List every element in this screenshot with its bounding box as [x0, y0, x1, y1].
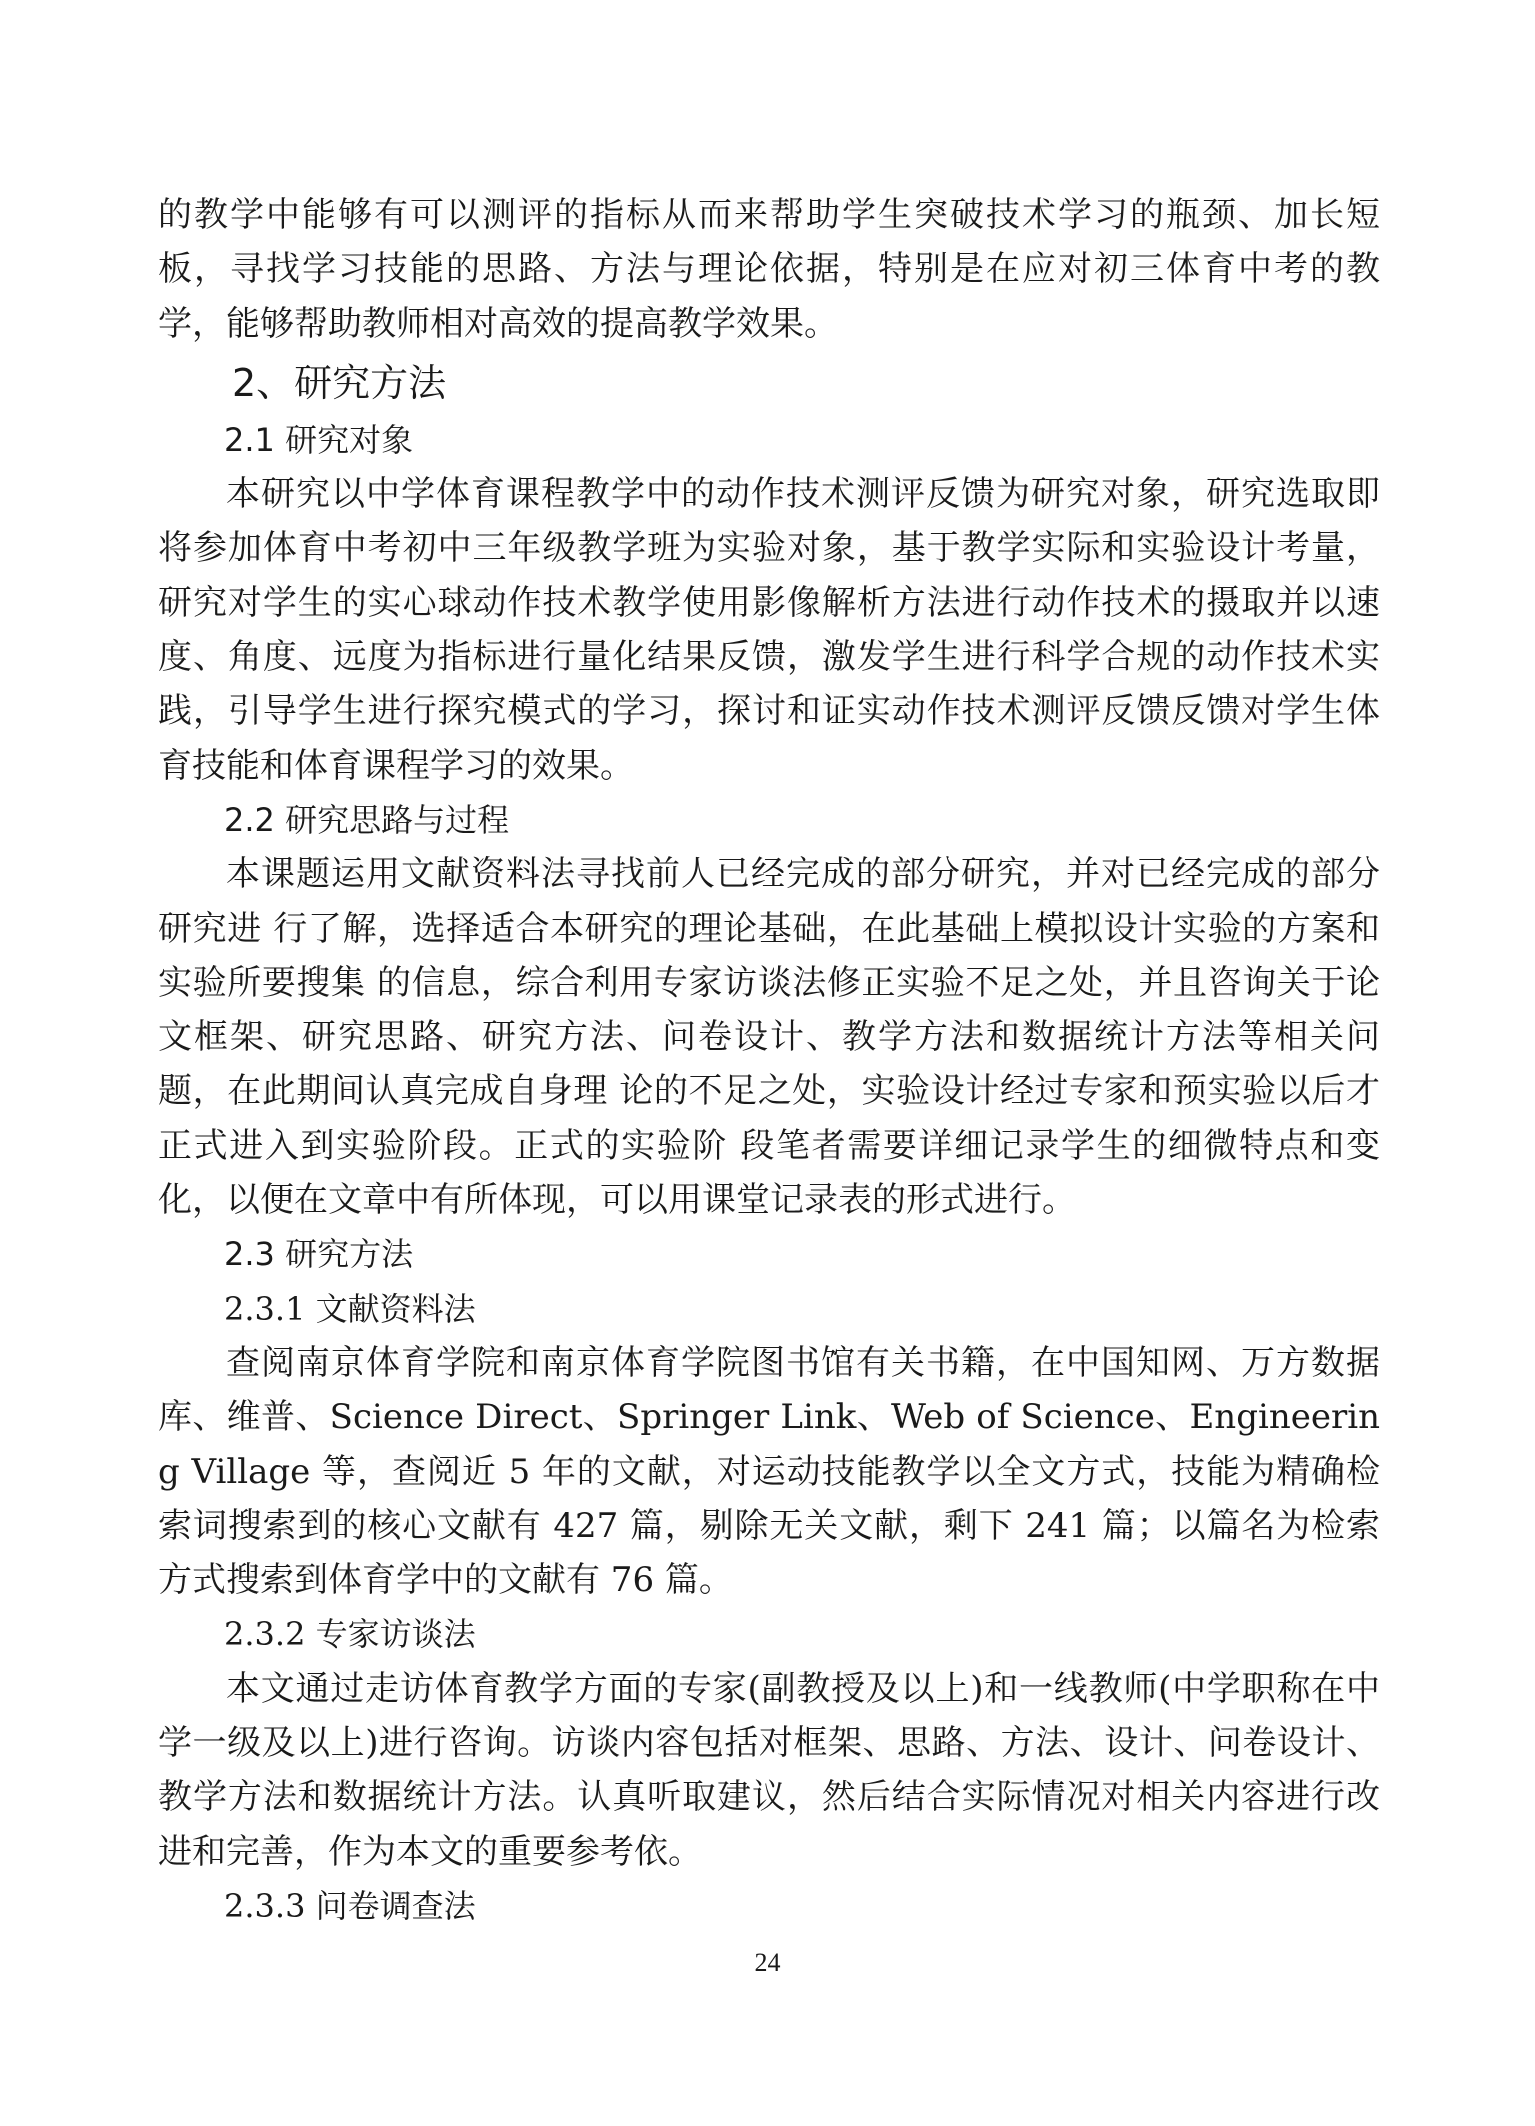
section-2-2-heading: 2.2 研究思路与过程: [224, 800, 510, 839]
section-2-1-paragraph: 本研究以中学体育课程教学中的动作技术测评反馈为研究对象，研究选取即将参加体育中考初中三年级教学班为实验对象，基于教学实际和实验设计考量，研究对学生的实心球动作技术教学使用影像解析方法进行动作技术的摄取并以速度、角度、远度为指标进行量化结果反馈，激发学生进行科学合规的动作技术实践，引导学生进行探究模式的学习，探讨和证实动作技术测评反馈反馈对学生体育技能和体育课程学习的效果。: [158, 474, 1380, 786]
section-2-heading: 2、研究方法: [232, 360, 447, 405]
section-2-2-paragraph: 本课题运用文献资料法寻找前人已经完成的部分研究，并对已经完成的部分研究进 行了解，选择适合本研究的理论基础，在此基础上模拟设计实验的方案和实验所要搜集 的信息，综合利用专家访谈法修正实验不足之处，并且咨询关于论文框架、研究思路、研究方法、问卷设计、教学方法和数据统计方法等相关问题，在此期间认真完成自身理 论的不足之处，实验设计经过专家和预实验以后才正式进入到实验阶段。正式的实验阶 段笔者需要详细记录学生的细微特点和变化，以便在文章中有所体现，可以用课堂记录表的形式进行。: [158, 854, 1380, 1221]
section-2-3-1-paragraph: 查阅南京体育学院和南京体育学院图书馆有关书籍，在中国知网、万方数据库、维普、Science Direct、Springer Link、Web of Science、Engineering Village 等，查阅近 5 年的文献，对运动技能教学以全文方式，技能为精确检索词搜索到的核心文献有 427 篇，剔除无关文献，剩下 241 篇；以篇名为检索方式搜索到体育学中的文献有 76 篇。: [158, 1342, 1380, 1601]
section-2-1-heading: 2.1 研究对象: [224, 420, 414, 459]
section-2-3-2-heading: 2.3.2 专家访谈法: [224, 1615, 476, 1654]
section-2-3-3-heading: 2.3.3 问卷调查法: [224, 1886, 476, 1925]
section-2-3-heading: 2.3 研究方法: [224, 1235, 414, 1274]
document-body: [158, 188, 1380, 1933]
section-2-3-2-paragraph: 本文通过走访体育教学方面的专家(副教授及以上)和一线教师(中学职称在中学一级及以上)进行咨询。访谈内容包括对框架、思路、方法、设计、问卷设计、教学方法和数据统计方法。认真听取建议，然后结合实际情况对相关内容进行改进和完善，作为本文的重要参考依。: [158, 1668, 1380, 1872]
intro-paragraph: 的教学中能够有可以测评的指标从而来帮助学生突破技术学习的瓶颈、加长短板，寻找学习技能的思路、方法与理论依据，特别是在应对初三体育中考的教学，能够帮助教师相对高效的提高教学效果。: [158, 195, 1380, 344]
page-number: 24: [754, 1948, 781, 1977]
section-2-3-1-heading: 2.3.1 文献资料法: [224, 1289, 476, 1328]
